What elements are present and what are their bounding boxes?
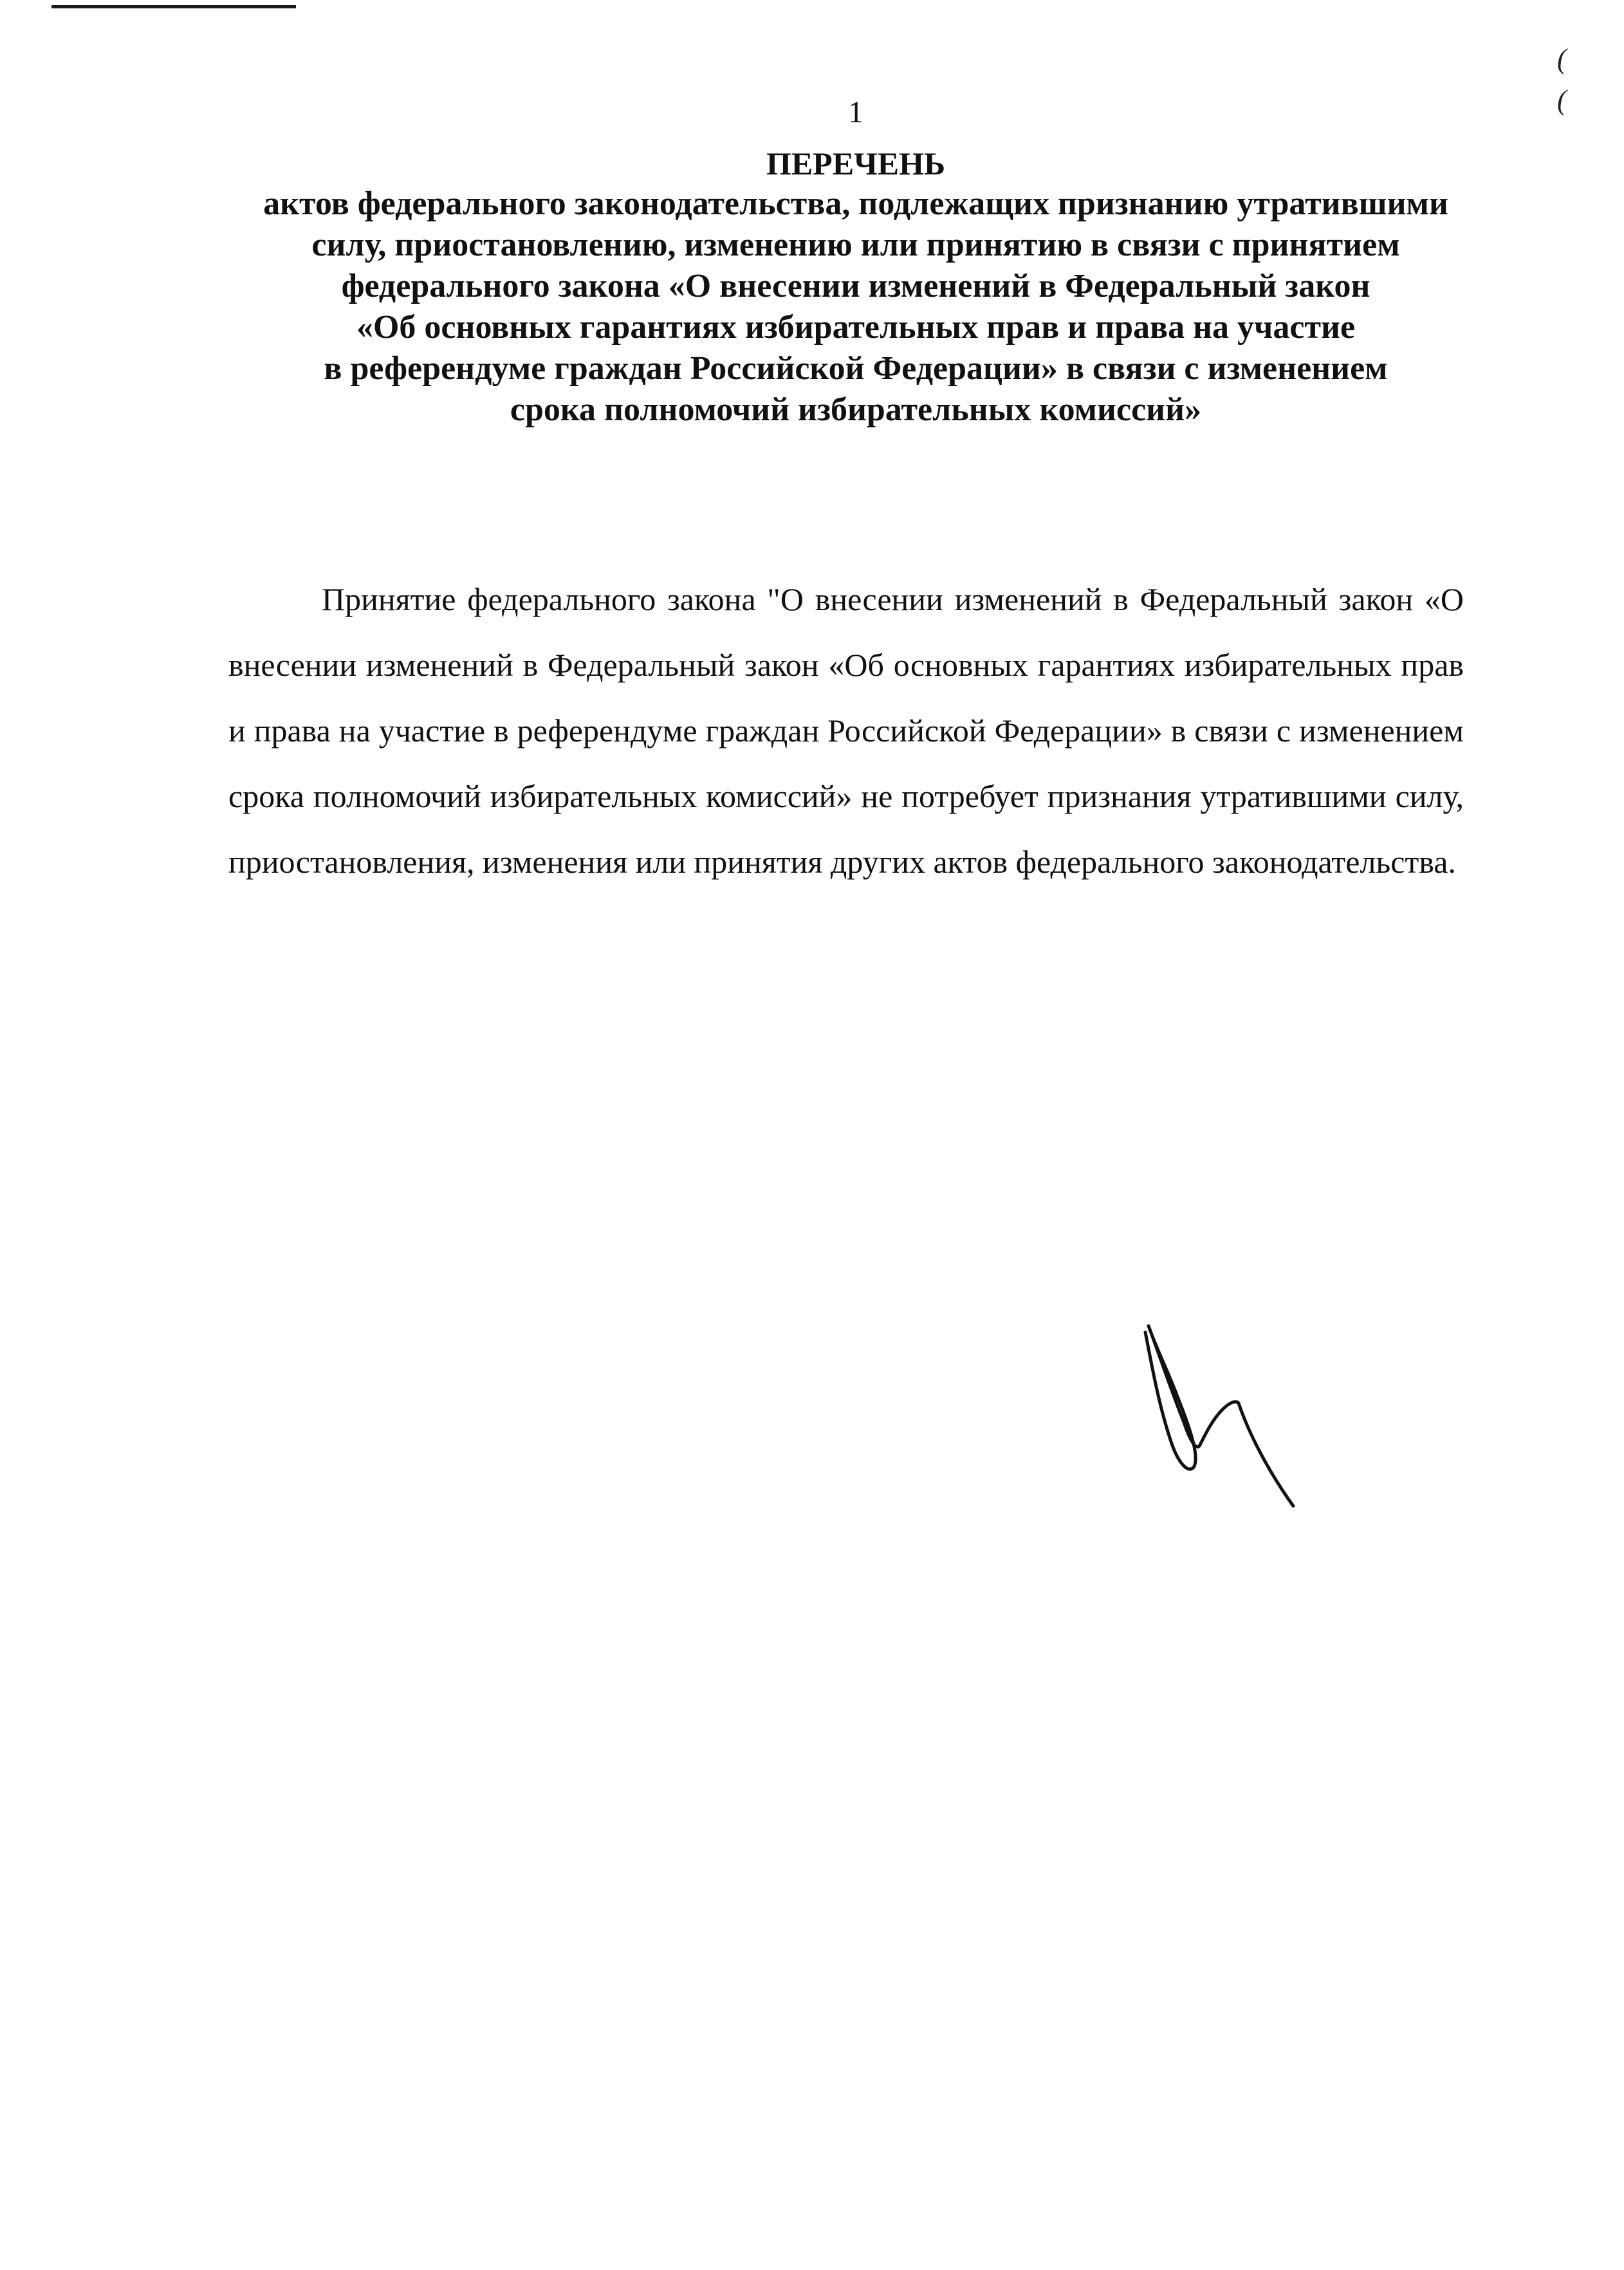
body-paragraph: Принятие федерального закона "О внесении изменений в Федеральный закон «О внесении изменений в Федеральный закон «Об основных гарантиях избирательных прав и права на участие в референдуме граждан Российской Федерации» в связи с изменением срока полномочий избирательных комиссий» не потребует признания утратившими силу, приостановления, изменения или принятия других актов федерального законодательства.	[228, 581, 1464, 880]
subtitle-line: федерального закона «О внесении изменений в Федеральный закон	[341, 268, 1370, 304]
margin-mark-2: (	[1557, 84, 1567, 116]
subtitle-line: в референдуме граждан Российской Федерации» в связи с изменением	[324, 350, 1388, 387]
signature-stroke	[1145, 1326, 1293, 1506]
subtitle-line: силу, приостановлению, изменению или принятию в связи с принятием	[311, 227, 1400, 263]
top-rule	[51, 5, 296, 8]
document-subtitle	[193, 183, 1518, 431]
subtitle-line: «Об основных гарантиях избирательных прав и права на участие	[356, 309, 1356, 346]
document-title: ПЕРЕЧЕНЬ	[766, 145, 946, 181]
page-number: 1	[848, 95, 863, 129]
margin-mark-1: (	[1557, 43, 1567, 75]
subtitle-line: актов федерального законодательства, подлежащих признанию утратившими	[263, 185, 1448, 222]
subtitle-line: срока полномочий избирательных комиссий»	[510, 391, 1202, 428]
signature	[1132, 1313, 1313, 1519]
